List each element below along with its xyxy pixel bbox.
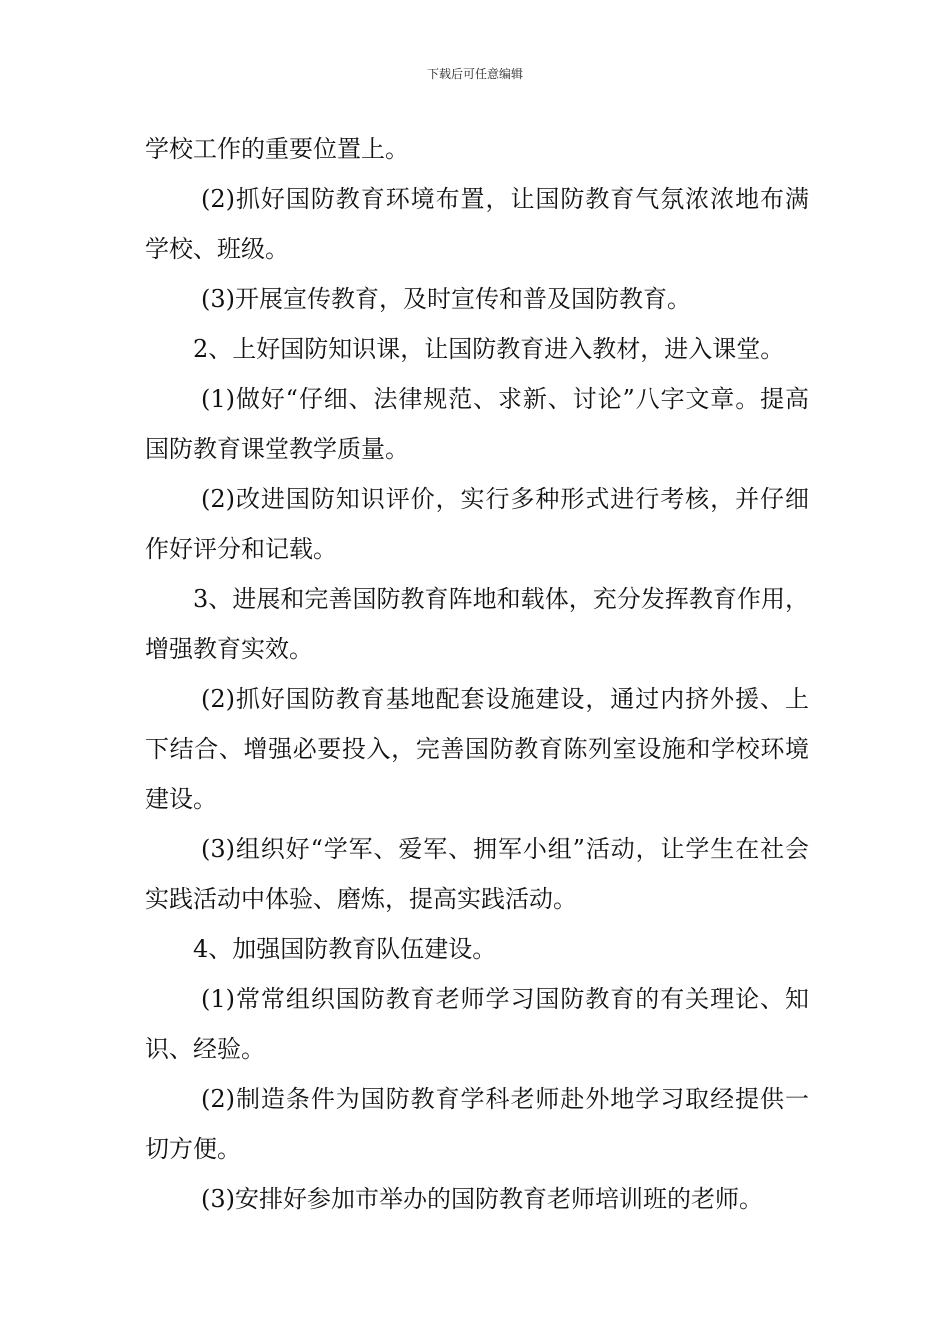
paragraph: (2)抓好国防教育环境布置，让国防教育气氛浓浓地布满学校、班级。 bbox=[145, 185, 809, 263]
paragraph: 2、上好国防知识课，让国防教育进入教材，进入课堂。 bbox=[193, 335, 785, 363]
document-body bbox=[145, 124, 809, 1224]
paragraph: 3、进展和完善国防教育阵地和载体，充分发挥教育作用，增强教育实效。 bbox=[145, 585, 809, 663]
paragraph: (2)改进国防知识评价，实行多种形式进行考核，并仔细作好评分和记载。 bbox=[145, 485, 809, 563]
paragraph: (2)抓好国防教育基地配套设施建设，通过内挤外援、上下结合、增强必要投入，完善国防教育陈列室设施和学校环境建设。 bbox=[145, 685, 809, 813]
paragraph: (3)组织好“学军、爱军、拥军小组”活动，让学生在社会实践活动中体验、磨炼，提高实践活动。 bbox=[145, 835, 809, 913]
paragraph: (2)制造条件为国防教育学科老师赴外地学习取经提供一切方便。 bbox=[145, 1085, 809, 1163]
paragraph: (3)安排好参加市举办的国防教育老师培训班的老师。 bbox=[201, 1185, 763, 1213]
paragraph: (1)常常组织国防教育老师学习国防教育的有关理论、知识、经验。 bbox=[145, 985, 809, 1063]
paragraph: (1)做好“仔细、法律规范、求新、讨论”八字文章。提高国防教育课堂教学质量。 bbox=[145, 385, 809, 463]
paragraph: (3)开展宣传教育，及时宣传和普及国防教育。 bbox=[201, 285, 691, 313]
page-header: 下载后可任意编辑 bbox=[426, 67, 523, 81]
paragraph: 学校工作的重要位置上。 bbox=[145, 135, 409, 163]
paragraph: 4、加强国防教育队伍建设。 bbox=[193, 935, 497, 963]
